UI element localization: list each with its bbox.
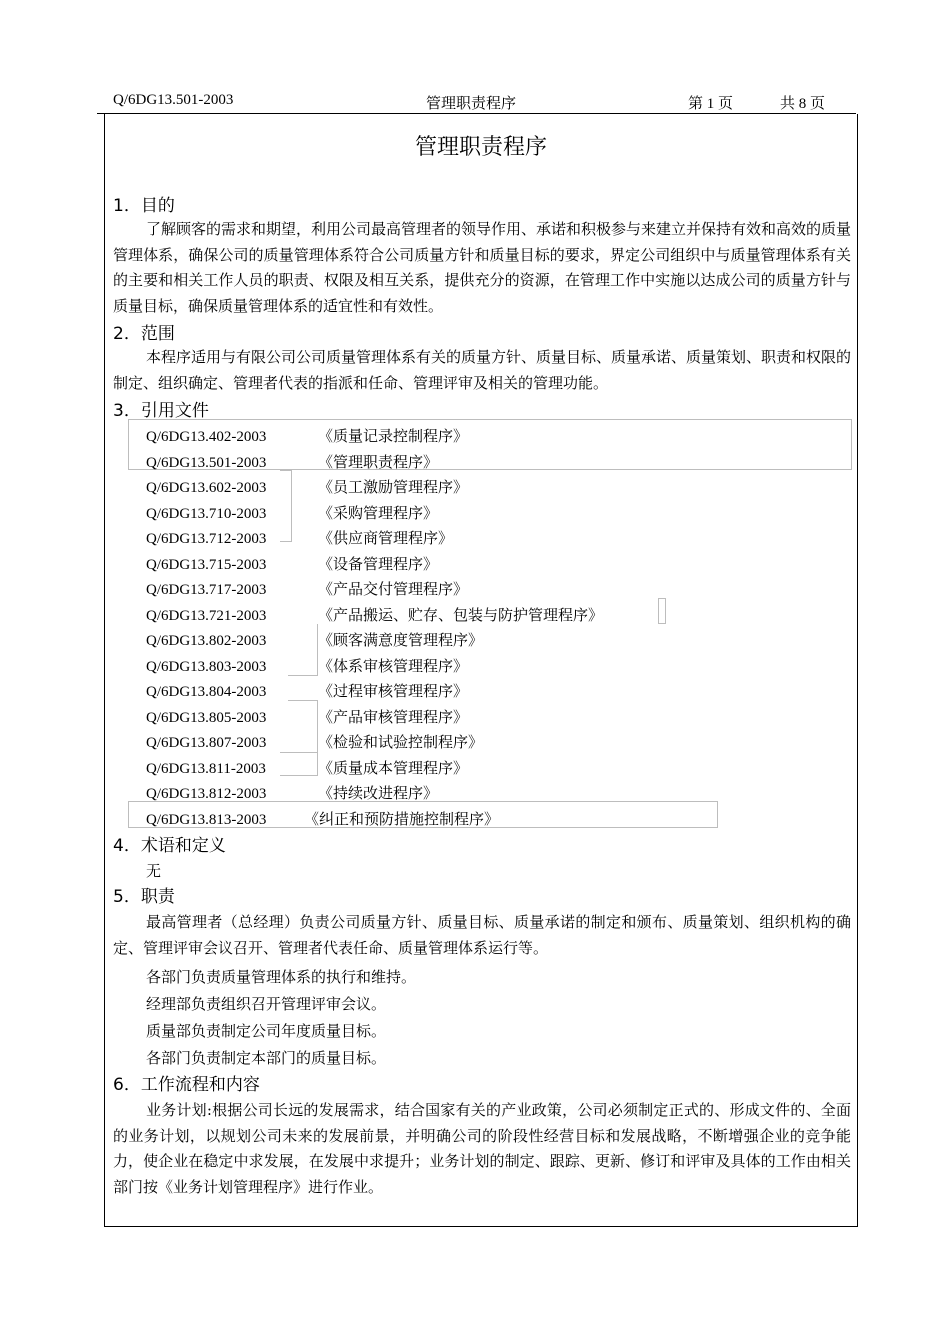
reference-code: Q/6DG13.717-2003 xyxy=(146,582,267,598)
header-doc-code: Q/6DG13.501-2003 xyxy=(113,92,234,108)
header-page-total: 共 8 页 xyxy=(780,96,826,112)
reference-code: Q/6DG13.802-2003 xyxy=(146,633,267,649)
duty-line: 各部门负责制定本部门的质量目标。 xyxy=(146,1049,387,1067)
reference-title: 《持续改进程序》 xyxy=(318,784,439,802)
text-box-outline xyxy=(658,598,666,624)
reference-code: Q/6DG13.805-2003 xyxy=(146,709,267,726)
section-text-scope: 本程序适用与有限公司公司质量管理体系有关的质量方针、质量目标、质量承诺、质量策划、职责和权限的制定、组织确定、管理者代表的指派和任命、管理评审及相关的管理功能。 xyxy=(113,348,852,392)
reference-code: Q/6DG13.804-2003 xyxy=(146,684,267,700)
section-text-purpose: 了解顾客的需求和期望，利用公司最高管理者的领导作用、承诺和积极参与来建立并保持有效和高效的质量管理体系，确保公司的质量管理体系符合公司质量方针和质量目标的要求，界定公司组织中与质量管理体系有关的主要和相关工作人员的职责、权限及相互关系，提供充分的资源，在管理工作中实施以达成公司的质量方针与质量目标，确保质量管理体系的适宜性和有效性。 xyxy=(113,220,852,315)
reference-code: Q/6DG13.807-2003 xyxy=(146,735,267,751)
reference-title: 《员工激励管理程序》 xyxy=(318,478,469,496)
section-heading-purpose: 1．目的 xyxy=(113,196,175,216)
reference-title: 《供应商管理程序》 xyxy=(318,529,454,547)
reference-code: Q/6DG13.812-2003 xyxy=(146,786,267,802)
reference-code: Q/6DG13.712-2003 xyxy=(146,531,267,547)
reference-code: Q/6DG13.501-2003 xyxy=(146,454,267,471)
reference-item xyxy=(146,476,468,497)
reference-item xyxy=(146,629,483,650)
reference-item xyxy=(146,680,468,701)
reference-item xyxy=(146,782,438,803)
reference-title: 《产品审核管理程序》 xyxy=(318,707,469,726)
header-doc-title: 管理职责程序 xyxy=(426,96,517,112)
duty-line: 各部门负责质量管理体系的执行和维持。 xyxy=(146,968,417,986)
reference-title: 《过程审核管理程序》 xyxy=(318,682,469,700)
reference-title: 《纠正和预防措施控制程序》 xyxy=(304,809,500,828)
duty-line: 经理部负责组织召开管理评审会议。 xyxy=(146,995,387,1013)
document-title: 管理职责程序 xyxy=(414,135,547,160)
reference-item xyxy=(146,527,453,548)
reference-item xyxy=(146,553,438,574)
reference-title: 《体系审核管理程序》 xyxy=(318,656,469,675)
reference-code: Q/6DG13.715-2003 xyxy=(146,556,267,573)
reference-item xyxy=(146,502,438,523)
section-heading-terms: 4．术语和定义 xyxy=(113,836,226,856)
section-text-duties: 最高管理者（总经理）负责公司质量方针、质量目标、质量承诺的制定和颁布、质量策划、组织机构的确定、管理评审会议召开、管理者代表任命、质量管理体系运行等。 xyxy=(113,913,851,957)
section-heading-scope: 2．范围 xyxy=(113,324,175,344)
reference-title: 《质量记录控制程序》 xyxy=(318,427,469,445)
reference-title: 《设备管理程序》 xyxy=(318,554,439,573)
reference-item xyxy=(146,706,468,727)
section-text-workflow: 业务计划:根据公司长远的发展需求，结合国家有关的产业政策，公司必须制定正式的、形成文件的、全面的业务计划，以规划公司未来的发展前景，并明确公司的阶段性经营目标和发展战略，不断增强企业的竞争能力，使企业在稳定中求发展，在发展中求提升；业务计划的制定、跟踪、更新、修订和评审及具体的工作由相关部门按《业务计划管理程序》进行作业。 xyxy=(113,1101,851,1196)
reference-code: Q/6DG13.811-2003 xyxy=(146,760,266,777)
section-heading-references: 3．引用文件 xyxy=(113,401,209,421)
reference-title: 《质量成本管理程序》 xyxy=(318,758,469,777)
reference-code: Q/6DG13.602-2003 xyxy=(146,480,267,496)
section-heading-workflow: 6．工作流程和内容 xyxy=(113,1075,260,1095)
reference-title: 《产品交付管理程序》 xyxy=(318,580,469,598)
duty-line: 质量部负责制定公司年度质量目标。 xyxy=(146,1022,387,1040)
section-text-terms: 无 xyxy=(146,862,162,880)
reference-title: 《采购管理程序》 xyxy=(318,503,439,522)
reference-item xyxy=(146,425,468,446)
reference-code: Q/6DG13.803-2003 xyxy=(146,658,267,675)
reference-item xyxy=(146,757,468,778)
reference-title: 《顾客满意度管理程序》 xyxy=(318,631,484,649)
reference-item xyxy=(146,578,468,599)
reference-title: 《产品搬运、贮存、包装与防护管理程序》 xyxy=(318,605,604,624)
reference-item xyxy=(146,731,483,752)
reference-code: Q/6DG13.402-2003 xyxy=(146,429,267,445)
reference-code: Q/6DG13.710-2003 xyxy=(146,505,267,522)
reference-code: Q/6DG13.721-2003 xyxy=(146,607,267,624)
reference-item xyxy=(146,655,468,676)
reference-item xyxy=(146,808,499,829)
reference-title: 《管理职责程序》 xyxy=(318,452,439,471)
reference-title: 《检验和试验控制程序》 xyxy=(318,733,484,751)
section-heading-duties: 5．职责 xyxy=(113,887,175,907)
reference-item xyxy=(146,451,438,472)
reference-item xyxy=(146,604,603,625)
header-page-number: 第 1 页 xyxy=(688,96,734,112)
reference-code: Q/6DG13.813-2003 xyxy=(146,811,267,828)
